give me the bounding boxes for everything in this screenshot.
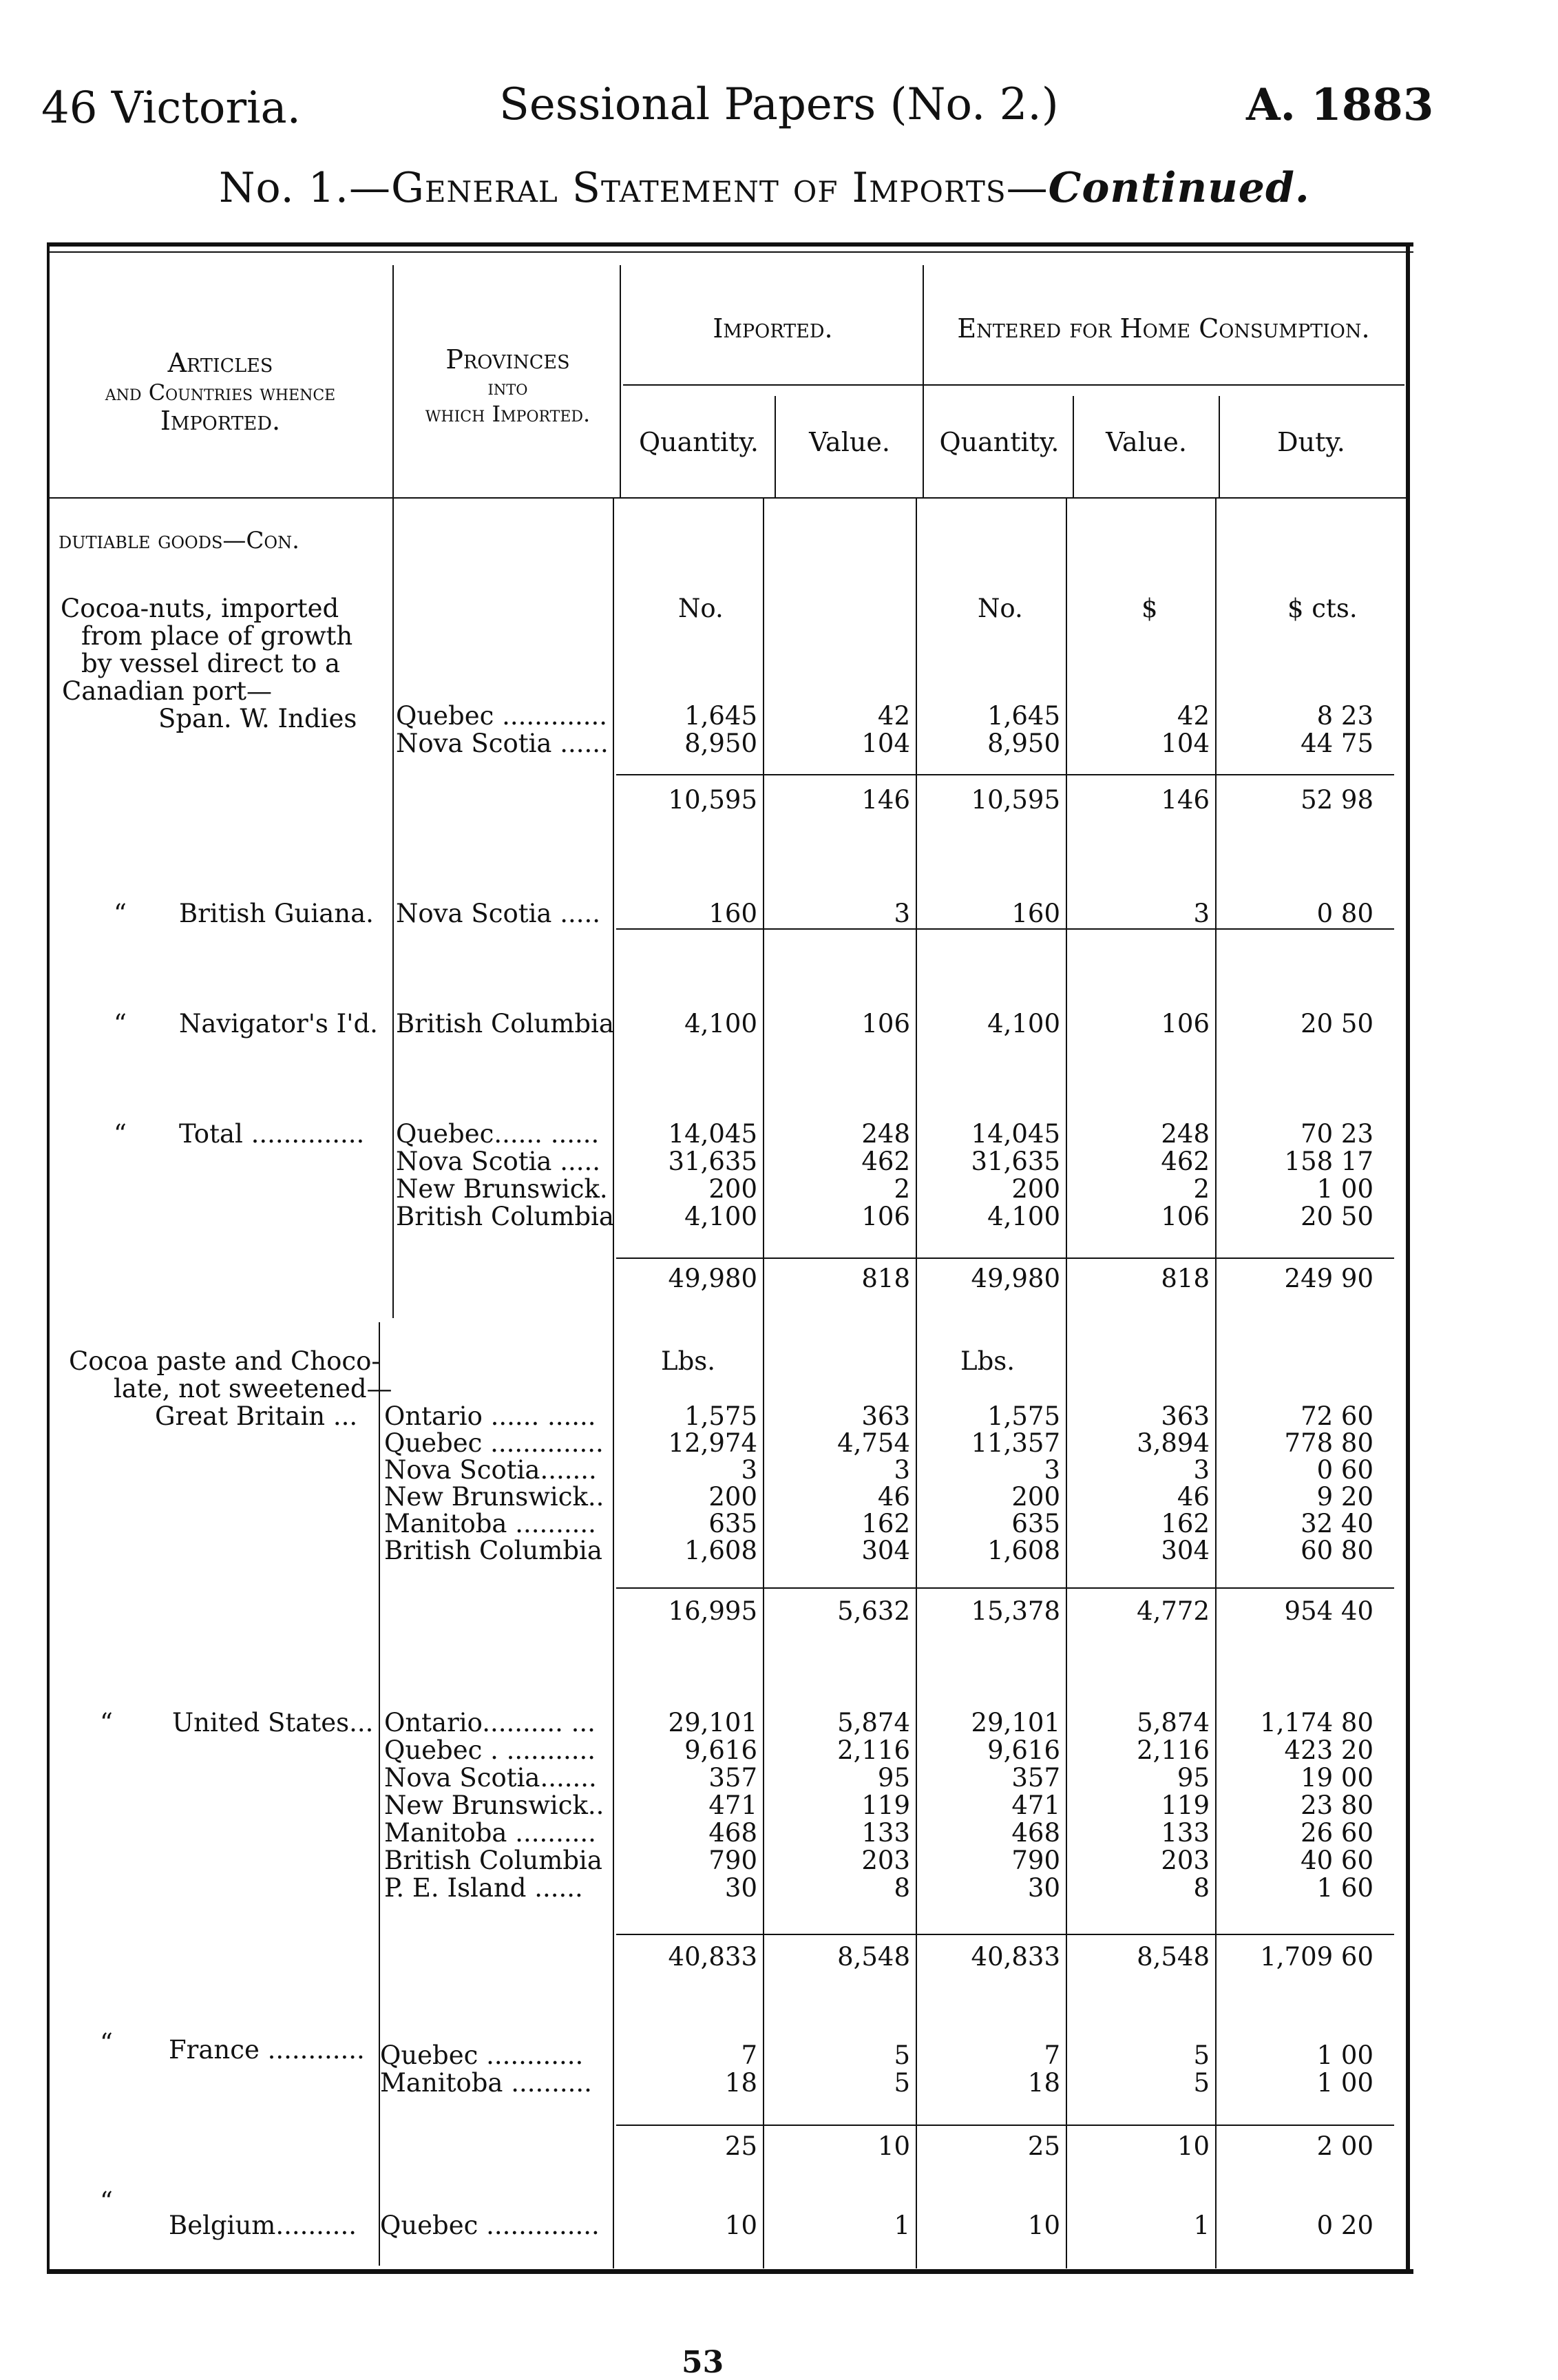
subtotal-span-q: 10,595	[668, 785, 757, 815]
row-total-v: 462	[861, 1147, 910, 1176]
unit-lbs-entered: Lbs.	[960, 1346, 1015, 1376]
row-gb-v: 3	[894, 1455, 910, 1485]
row-fr-province: Quebec ............	[380, 2040, 584, 2070]
row-span-v: 104	[861, 729, 910, 758]
row-gb-d: 32 40	[1301, 1509, 1373, 1538]
ditto-mark: “	[100, 1708, 113, 1737]
subtotal-fr-v: 10	[877, 2131, 910, 2161]
row-us-d: 423 20	[1284, 1735, 1373, 1765]
row-navigator-v: 106	[861, 1009, 910, 1038]
ditto-mark: “	[114, 899, 127, 928]
row-fr-d: 1 00	[1316, 2040, 1373, 2070]
row-span-d: 8 23	[1316, 701, 1373, 731]
row-gb-province: Nova Scotia.......	[384, 1455, 597, 1485]
row-total-q2: 4,100	[987, 1202, 1060, 1231]
running-head-center: Sessional Papers (No. 2.)	[499, 79, 1059, 130]
row-us-province: Ontario.......... ...	[384, 1708, 596, 1737]
row-total-v2: 106	[1161, 1202, 1210, 1231]
row-us-v2: 5,874	[1137, 1708, 1210, 1737]
row-us-q: 790	[708, 1846, 757, 1875]
row-total-q2: 200	[1011, 1174, 1060, 1204]
row-navigator-q2: 4,100	[987, 1009, 1060, 1038]
row-gb-q2: 11,357	[971, 1428, 1060, 1458]
row-us-q: 357	[708, 1763, 757, 1793]
row-gb-q2: 3	[1044, 1455, 1060, 1485]
row-total-q: 14,045	[668, 1119, 757, 1149]
row-us-province: Quebec . ...........	[384, 1735, 596, 1765]
row-belgium-v2: 1	[1193, 2211, 1210, 2240]
row-span-v: 42	[877, 701, 910, 731]
row-gb-v: 162	[861, 1509, 910, 1538]
grand-total-cocoa-nuts-v2: 818	[1161, 1264, 1210, 1293]
row-us-q2: 471	[1011, 1791, 1060, 1820]
unit-value-entered: $	[1141, 594, 1158, 623]
row-us-d: 1 60	[1316, 1873, 1373, 1903]
row-fr-q2: 7	[1044, 2040, 1060, 2070]
unit-lbs-imported: Lbs.	[661, 1346, 716, 1376]
row-guiana-q: 160	[708, 899, 757, 928]
row-us-q: 468	[708, 1818, 757, 1848]
row-total-v: 2	[894, 1174, 910, 1204]
row-gb-v2: 162	[1161, 1509, 1210, 1538]
row-span-q2: 8,950	[987, 729, 1060, 758]
row-span-d: 44 75	[1301, 729, 1373, 758]
belgium-label: Belgium..........	[169, 2211, 357, 2240]
col-header-quantity: Quantity.	[639, 427, 759, 457]
row-us-d: 23 80	[1301, 1791, 1373, 1820]
row-gb-d: 778 80	[1284, 1428, 1373, 1458]
row-fr-v: 5	[894, 2040, 910, 2070]
col-header-imported: Imported.	[713, 313, 833, 344]
row-us-v: 2,116	[837, 1735, 910, 1765]
col-header-quantity-entered: Quantity.	[939, 427, 1060, 457]
subtotal-gb-q2: 15,378	[971, 1596, 1060, 1626]
row-us-q2: 9,616	[987, 1735, 1060, 1765]
row-gb-q2: 200	[1011, 1482, 1060, 1512]
row-gb-q2: 635	[1011, 1509, 1060, 1538]
row-us-v: 5,874	[837, 1708, 910, 1737]
row-gb-v: 304	[861, 1536, 910, 1565]
subtotal-us-d: 1,709 60	[1260, 1942, 1373, 1972]
subtotal-span-v2: 146	[1161, 785, 1210, 815]
row-guiana-v2: 3	[1193, 899, 1210, 928]
subtotal-fr-d: 2 00	[1316, 2131, 1373, 2161]
row-us-v2: 95	[1177, 1763, 1210, 1793]
row-total-q: 200	[708, 1174, 757, 1204]
row-gb-d: 0 60	[1316, 1455, 1373, 1485]
row-total-q: 4,100	[684, 1202, 757, 1231]
row-span-q: 8,950	[684, 729, 757, 758]
row-span-province: Nova Scotia ......	[396, 729, 609, 758]
row-gb-v2: 304	[1161, 1536, 1210, 1565]
subtotal-gb-q: 16,995	[668, 1596, 757, 1626]
subtotal-us-v: 8,548	[837, 1942, 910, 1972]
row-gb-v2: 3,894	[1137, 1428, 1210, 1458]
subtotal-span-v: 146	[861, 785, 910, 815]
row-us-d: 26 60	[1301, 1818, 1373, 1848]
total-label: Total ..............	[179, 1119, 365, 1149]
row-us-v: 95	[877, 1763, 910, 1793]
row-fr-q: 18	[724, 2068, 757, 2098]
row-us-v2: 119	[1161, 1791, 1210, 1820]
row-total-q2: 14,045	[971, 1119, 1060, 1149]
subtotal-us-q: 40,833	[668, 1942, 757, 1972]
row-us-v: 8	[894, 1873, 910, 1903]
row-us-v: 119	[861, 1791, 910, 1820]
row-us-province: Nova Scotia.......	[384, 1763, 597, 1793]
article-cocoa-paste-line: Great Britain ...	[155, 1401, 358, 1431]
row-gb-q: 3	[741, 1455, 757, 1485]
row-fr-province: Manitoba ..........	[380, 2068, 592, 2098]
title-italic: Continued.	[1048, 164, 1310, 212]
row-us-v2: 2,116	[1137, 1735, 1210, 1765]
row-us-province: P. E. Island ......	[384, 1873, 583, 1903]
row-us-province: New Brunswick..	[384, 1791, 604, 1820]
row-navigator-province: British Columbia	[396, 1009, 614, 1038]
row-us-v: 133	[861, 1818, 910, 1848]
row-navigator-d: 20 50	[1301, 1009, 1373, 1038]
unit-duty: $ cts.	[1287, 594, 1358, 623]
subtotal-fr-q: 25	[724, 2131, 757, 2161]
row-total-d: 70 23	[1301, 1119, 1373, 1149]
col-header-value-entered: Value.	[1106, 427, 1187, 457]
col-header-entered: Entered for Home Consumption.	[957, 313, 1370, 344]
row-total-d: 158 17	[1284, 1147, 1373, 1176]
row-span-v2: 104	[1161, 729, 1210, 758]
ditto-mark: “	[100, 2028, 113, 2058]
row-gb-q2: 1,575	[987, 1401, 1060, 1431]
row-span-q2: 1,645	[987, 701, 1060, 731]
row-us-q2: 357	[1011, 1763, 1060, 1793]
row-us-v2: 8	[1193, 1873, 1210, 1903]
grand-total-cocoa-nuts-q2: 49,980	[971, 1264, 1060, 1293]
row-fr-v: 5	[894, 2068, 910, 2098]
ditto-mark: “	[100, 2186, 113, 2216]
row-gb-province: Quebec ..............	[384, 1428, 604, 1458]
grand-total-cocoa-nuts-v: 818	[861, 1264, 910, 1293]
row-gb-province: British Columbia	[384, 1536, 602, 1565]
row-total-d: 20 50	[1301, 1202, 1373, 1231]
col-header-duty: Duty.	[1277, 427, 1345, 457]
row-gb-v: 4,754	[837, 1428, 910, 1458]
row-fr-d: 1 00	[1316, 2068, 1373, 2098]
row-gb-v: 363	[861, 1401, 910, 1431]
row-total-v: 106	[861, 1202, 910, 1231]
subtotal-us-q2: 40,833	[971, 1942, 1060, 1972]
unit-qty-imported: No.	[678, 594, 724, 623]
row-guiana-province: Nova Scotia .....	[396, 899, 601, 928]
col-header-value: Value.	[809, 427, 890, 457]
grand-total-cocoa-nuts-q: 49,980	[668, 1264, 757, 1293]
row-us-d: 19 00	[1301, 1763, 1373, 1793]
row-total-v: 248	[861, 1119, 910, 1149]
row-us-q2: 790	[1011, 1846, 1060, 1875]
row-gb-province: New Brunswick..	[384, 1482, 604, 1512]
row-gb-v: 46	[877, 1482, 910, 1512]
row-total-province: Quebec...... ......	[396, 1119, 600, 1149]
row-belgium-v: 1	[894, 2211, 910, 2240]
row-gb-d: 9 20	[1316, 1482, 1373, 1512]
row-span-q: 1,645	[684, 701, 757, 731]
row-us-d: 40 60	[1301, 1846, 1373, 1875]
ditto-mark: “	[114, 1009, 127, 1038]
row-total-province: New Brunswick.	[396, 1174, 608, 1204]
row-gb-q: 1,608	[684, 1536, 757, 1565]
grand-total-cocoa-nuts-d: 249 90	[1284, 1264, 1373, 1293]
row-total-province: Nova Scotia .....	[396, 1147, 601, 1176]
row-gb-d: 72 60	[1301, 1401, 1373, 1431]
row-total-v2: 462	[1161, 1147, 1210, 1176]
row-us-v2: 203	[1161, 1846, 1210, 1875]
row-guiana-v: 3	[894, 899, 910, 928]
col-header-provinces: Provinces into which Imported.	[425, 344, 591, 427]
running-head-right: A. 1883	[1246, 79, 1434, 131]
row-span-province: Quebec .............	[396, 701, 608, 731]
page-number: 53	[682, 2345, 724, 2380]
row-gb-province: Ontario ...... ......	[384, 1401, 596, 1431]
subtotal-fr-v2: 10	[1177, 2131, 1210, 2161]
subtotal-span-q2: 10,595	[971, 785, 1060, 815]
row-gb-q: 1,575	[684, 1401, 757, 1431]
row-us-q: 471	[708, 1791, 757, 1820]
row-us-d: 1,174 80	[1260, 1708, 1373, 1737]
row-us-q: 9,616	[684, 1735, 757, 1765]
subtotal-us-v2: 8,548	[1137, 1942, 1210, 1972]
row-total-q: 31,635	[668, 1147, 757, 1176]
row-gb-q: 12,974	[668, 1428, 757, 1458]
row-gb-q2: 1,608	[987, 1536, 1060, 1565]
col-header-articles: Articles and Countries whence Imported.	[105, 348, 336, 436]
row-belgium-province: Quebec ..............	[380, 2211, 600, 2240]
article-cocoa-paste-line: Cocoa paste and Choco-	[69, 1346, 380, 1376]
row-navigator-label: Navigator's I'd.	[179, 1009, 378, 1038]
row-us-q: 29,101	[668, 1708, 757, 1737]
subtotal-fr-q2: 25	[1027, 2131, 1060, 2161]
running-head-left: 46 Victoria.	[41, 83, 301, 134]
row-gb-v2: 363	[1161, 1401, 1210, 1431]
france-label: France ............	[169, 2035, 365, 2065]
row-span-v2: 42	[1177, 701, 1210, 731]
row-total-province: British Columbia	[396, 1202, 614, 1231]
row-gb-q: 200	[708, 1482, 757, 1512]
row-navigator-q: 4,100	[684, 1009, 757, 1038]
subtotal-gb-d: 954 40	[1284, 1596, 1373, 1626]
subtotal-gb-v2: 4,772	[1137, 1596, 1210, 1626]
row-us-v2: 133	[1161, 1818, 1210, 1848]
subtotal-span-d: 52 98	[1301, 785, 1373, 815]
row-us-q2: 468	[1011, 1818, 1060, 1848]
row-gb-v2: 3	[1193, 1455, 1210, 1485]
row-us-v: 203	[861, 1846, 910, 1875]
row-guiana-q2: 160	[1011, 899, 1060, 928]
row-us-province: Manitoba ..........	[384, 1818, 596, 1848]
subtotal-gb-v: 5,632	[837, 1596, 910, 1626]
row-total-v2: 248	[1161, 1119, 1210, 1149]
title-prefix: No. 1.—	[219, 164, 391, 212]
row-guiana-label: British Guiana.	[179, 899, 374, 928]
row-fr-v2: 5	[1193, 2068, 1210, 2098]
row-guiana-d: 0 80	[1316, 899, 1373, 928]
table-title	[219, 164, 1310, 212]
row-navigator-v2: 106	[1161, 1009, 1210, 1038]
row-us-q: 30	[724, 1873, 757, 1903]
row-total-v2: 2	[1193, 1174, 1210, 1204]
row-gb-v2: 46	[1177, 1482, 1210, 1512]
row-total-q2: 31,635	[971, 1147, 1060, 1176]
article-cocoa-paste-line: late, not sweetened—	[114, 1374, 392, 1403]
section-label: dutiable goods—Con.	[59, 527, 299, 554]
row-fr-q: 7	[741, 2040, 757, 2070]
title-main: General Statement of Imports—	[390, 164, 1049, 212]
us-label: United States...	[172, 1708, 374, 1737]
row-fr-v2: 5	[1193, 2040, 1210, 2070]
ditto-mark: “	[114, 1119, 127, 1149]
unit-qty-entered: No.	[978, 594, 1023, 623]
row-total-d: 1 00	[1316, 1174, 1373, 1204]
row-gb-q: 635	[708, 1509, 757, 1538]
row-us-q2: 29,101	[971, 1708, 1060, 1737]
row-gb-d: 60 80	[1301, 1536, 1373, 1565]
row-belgium-q2: 10	[1027, 2211, 1060, 2240]
row-us-q2: 30	[1027, 1873, 1060, 1903]
row-belgium-q: 10	[724, 2211, 757, 2240]
row-us-province: British Columbia	[384, 1846, 602, 1875]
row-belgium-d: 0 20	[1316, 2211, 1373, 2240]
row-fr-q2: 18	[1027, 2068, 1060, 2098]
row-gb-province: Manitoba ..........	[384, 1509, 596, 1538]
